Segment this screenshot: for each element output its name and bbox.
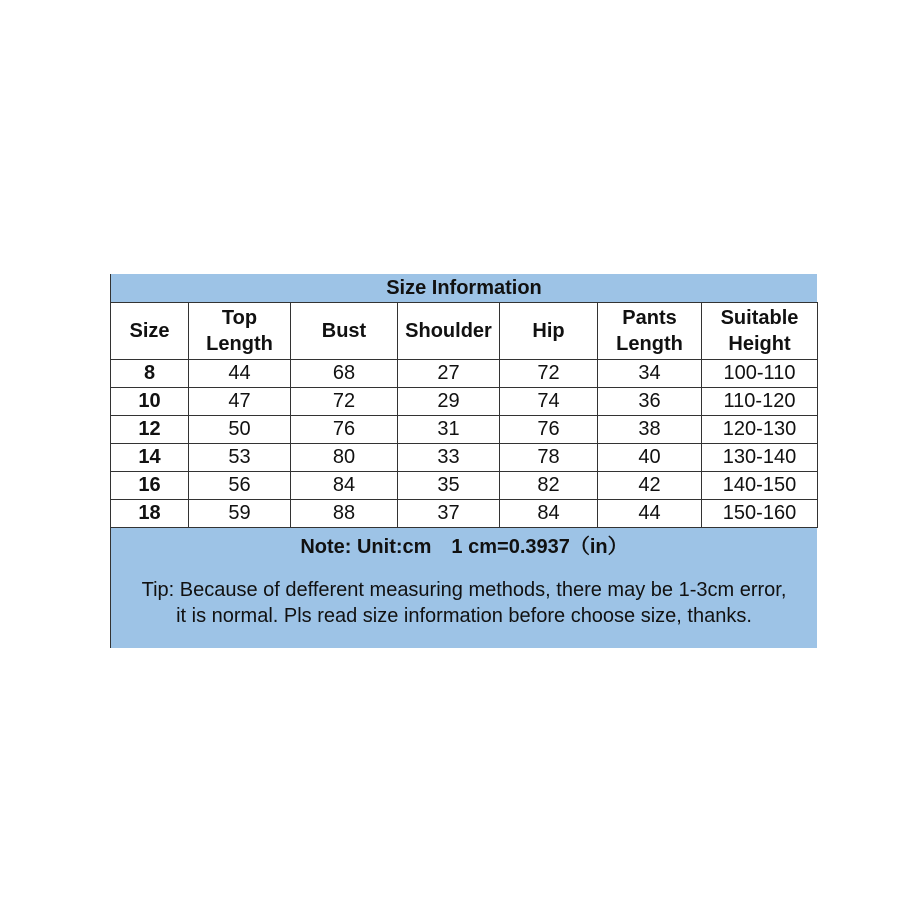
measurement-tip	[111, 577, 817, 629]
size-cell: 16	[111, 472, 189, 500]
header-suitable-height: Suitable Height	[702, 303, 818, 360]
pants-length-cell: 36	[598, 388, 702, 416]
header-size: Size	[111, 303, 189, 360]
tip-line-1: Tip: Because of defferent measuring methods, there may be 1-3cm error,	[141, 579, 787, 601]
size-cell: 8	[111, 360, 189, 388]
header-bust: Bust	[291, 303, 398, 360]
table-title: Size Information	[111, 274, 817, 303]
size-cell: 14	[111, 444, 189, 472]
hip-cell: 74	[500, 388, 598, 416]
header-hip: Hip	[500, 303, 598, 360]
pants-length-cell: 34	[598, 360, 702, 388]
hip-cell: 82	[500, 472, 598, 500]
bust-cell: 76	[291, 416, 398, 444]
shoulder-cell: 35	[398, 472, 500, 500]
top-length-cell: 50	[189, 416, 291, 444]
shoulder-cell: 31	[398, 416, 500, 444]
unit-note: Note: Unit:cm 1 cm=0.3937（in）	[300, 536, 628, 558]
pants-length-cell: 44	[598, 500, 702, 528]
hip-cell: 78	[500, 444, 598, 472]
shoulder-cell: 27	[398, 360, 500, 388]
suitable-height-cell: 130-140	[702, 444, 818, 472]
bust-cell: 80	[291, 444, 398, 472]
shoulder-cell: 29	[398, 388, 500, 416]
shoulder-cell: 37	[398, 500, 500, 528]
top-length-cell: 59	[189, 500, 291, 528]
table-row	[111, 388, 818, 416]
size-table	[110, 302, 818, 528]
suitable-height-cell: 150-160	[702, 500, 818, 528]
bust-cell: 88	[291, 500, 398, 528]
top-length-cell: 53	[189, 444, 291, 472]
top-length-cell: 47	[189, 388, 291, 416]
tip-line-2: it is normal. Pls read size information before choose size, thanks.	[176, 605, 752, 627]
bust-cell: 68	[291, 360, 398, 388]
suitable-height-cell: 110-120	[702, 388, 818, 416]
suitable-height-cell: 140-150	[702, 472, 818, 500]
top-length-cell: 56	[189, 472, 291, 500]
table-row	[111, 500, 818, 528]
pants-length-cell: 42	[598, 472, 702, 500]
size-cell: 10	[111, 388, 189, 416]
suitable-height-cell: 100-110	[702, 360, 818, 388]
size-cell: 12	[111, 416, 189, 444]
size-cell: 18	[111, 500, 189, 528]
header-pants-length: Pants Length	[598, 303, 702, 360]
hip-cell: 76	[500, 416, 598, 444]
shoulder-cell: 33	[398, 444, 500, 472]
table-row	[111, 416, 818, 444]
header-shoulder: Shoulder	[398, 303, 500, 360]
table-row	[111, 472, 818, 500]
top-length-cell: 44	[189, 360, 291, 388]
table-row	[111, 360, 818, 388]
hip-cell: 72	[500, 360, 598, 388]
header-top-length: Top Length	[189, 303, 291, 360]
pants-length-cell: 40	[598, 444, 702, 472]
pants-length-cell: 38	[598, 416, 702, 444]
bust-cell: 84	[291, 472, 398, 500]
bust-cell: 72	[291, 388, 398, 416]
suitable-height-cell: 120-130	[702, 416, 818, 444]
table-row	[111, 444, 818, 472]
header-row	[111, 303, 818, 360]
hip-cell: 84	[500, 500, 598, 528]
size-chart	[110, 274, 817, 648]
